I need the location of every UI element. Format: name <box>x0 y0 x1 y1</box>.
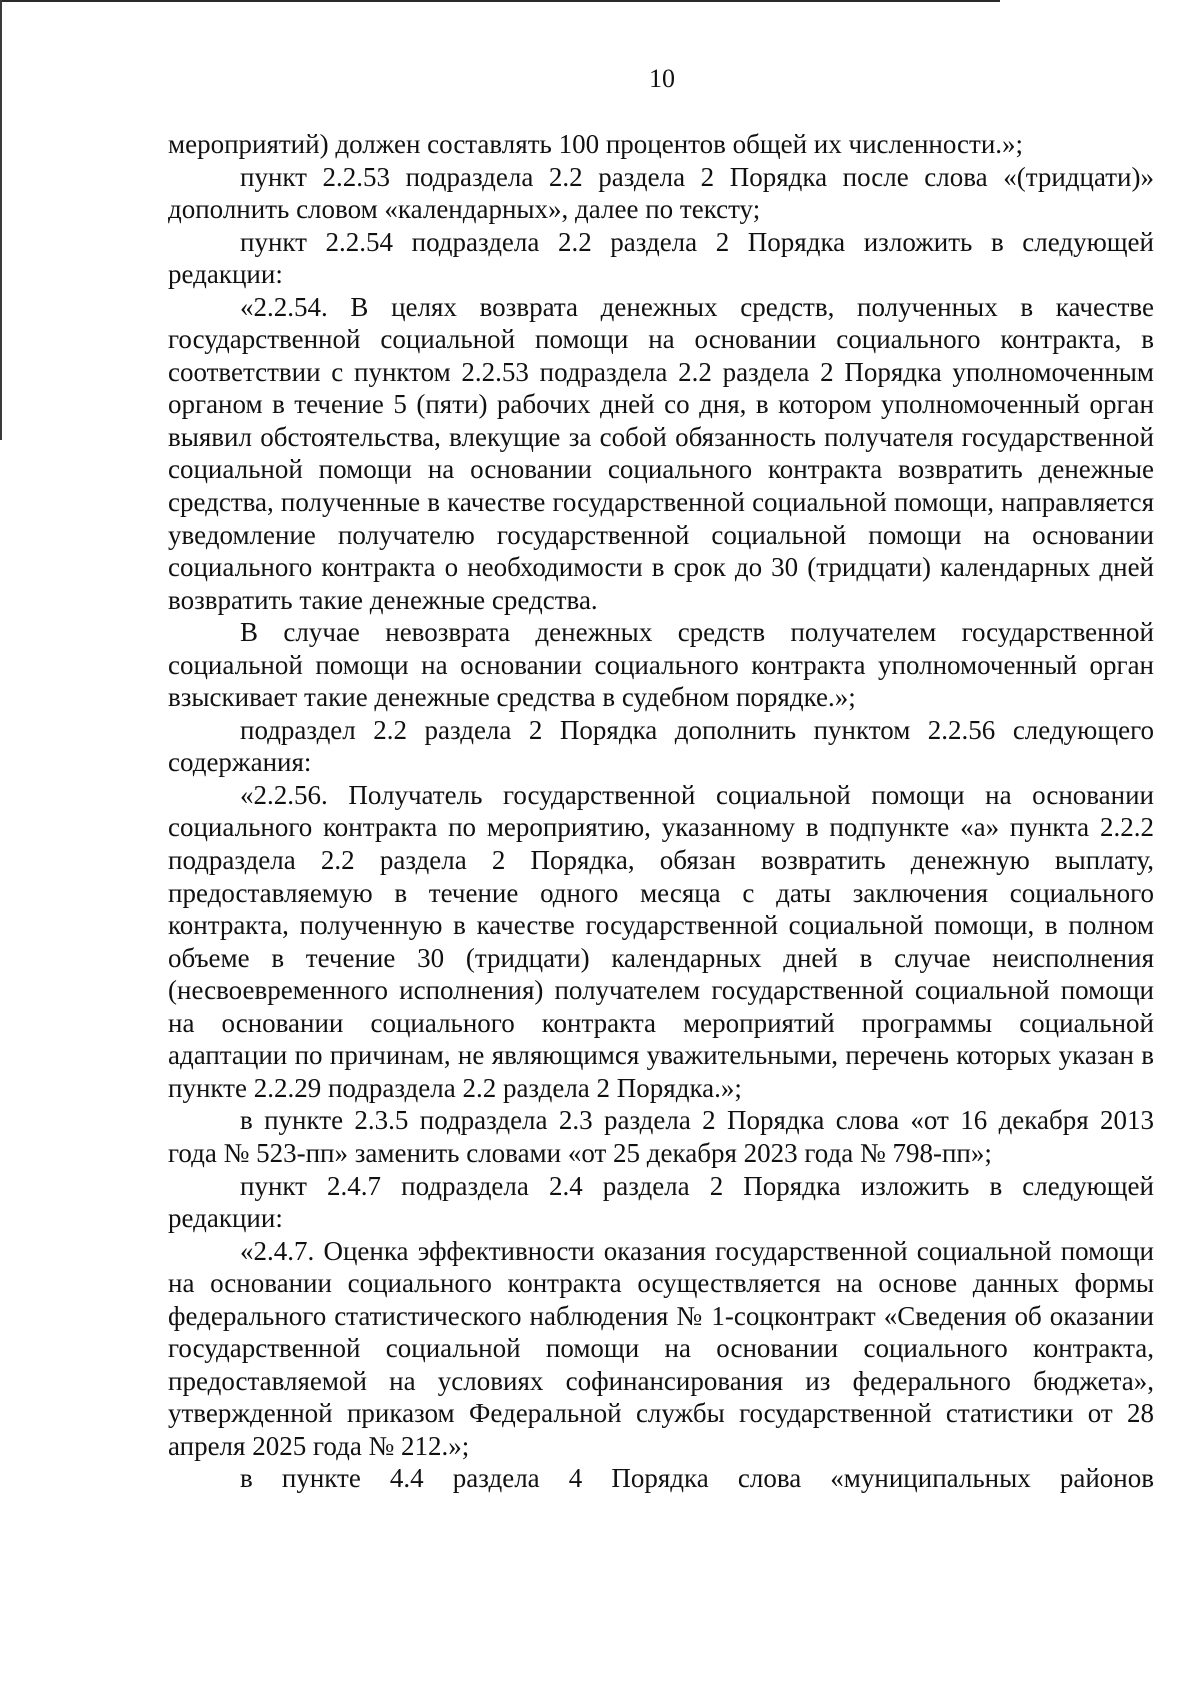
paragraph-continuation: мероприятий) должен составлять 100 процентов общей их численности.»; <box>168 129 1024 159</box>
paragraph-amendment-2-3-5: в пункте 2.3.5 подраздела 2.3 раздела 2 Порядка слова «от 16 декабря 2013 года № 523-пп» заменить словами «от 25 декабря 2023 года № 798-пп»; <box>168 1105 1154 1168</box>
paragraph-amendment-2-4-7-intro: пункт 2.4.7 подраздела 2.4 раздела 2 Порядка изложить в следующей редакции: <box>168 1170 1154 1234</box>
paragraph-clause-2-2-56: «2.2.56. Получатель государственной социальной помощи на основании социального контракта по мероприятию, указанному в подпункте «а» пункта 2.2.2 подраздела 2.2 раздела 2 Порядка, обязан возвратить денежную выплату, предоставляемую в течение одного месяца с даты заключения социального контракта, полученную в качестве государственной социальной помощи, в полном объеме в течение 30 (тридцати) календарных дней в случае неисполнения (несвоевременного исполнения) получателем государственной социальной помощи на основании социального контракта мероприятий программы социальной адаптации по причинам, не являющимся уважительными, перечень которых указан в пункте 2.2.29 подраздела 2.2 раздела 2 Порядка.»; <box>168 779 1154 1103</box>
paragraph-clause-2-2-54: «2.2.54. В целях возврата денежных средств, полученных в качестве государственной социальной помощи на основании социального контракта, в соответствии с пунктом 2.2.53 подраздела 2.2 раздела 2 Порядка уполномоченным органом в течение 5 (пяти) рабочих дней со дня, в котором уполномоченный орган выявил обстоятельства, влекущие за собой обязанность получателя государственной социальной помощи на основании социального контракта возвратить денежные средства, полученные в качестве государственной социальной помощи, направляется уведомление получателю государственной социальной помощи на основании социального контракта о необходимости в срок до 30 (тридцати) календарных дней возвратить такие денежные средства. <box>168 291 1154 615</box>
paragraph-amendment-2-2-53: пункт 2.2.53 подраздела 2.2 раздела 2 Порядка после слова «(тридцати)» дополнить словом «календарных», далее по тексту; <box>168 161 1154 225</box>
page-number: 10 <box>649 64 675 93</box>
paragraph-amendment-2-2-56-intro: подраздел 2.2 раздела 2 Порядка дополнить пунктом 2.2.56 следующего содержания: <box>168 714 1154 778</box>
scan-edge-top <box>0 0 1000 2</box>
paragraph-amendment-4-4: в пункте 4.4 раздела 4 Порядка слова «муниципальных районов <box>240 1463 1154 1494</box>
document-body <box>168 128 1154 1495</box>
paragraph-clause-2-4-7: «2.4.7. Оценка эффективности оказания государственной социальной помощи на основании социального контракта осуществляется на основе данных формы федерального статистического наблюдения № 1-соцконтракт «Сведения об оказании государственной социальной помощи на основании социального контракта, предоставляемой на условиях софинансирования из федерального бюджета», утвержденной приказом Федеральной службы государственной статистики от 28 апреля 2025 года № 212.»; <box>168 1235 1154 1461</box>
paragraph-clause-2-2-54-part-2: В случае невозврата денежных средств получателем государственной социальной помощи на основании социального контракта уполномоченный орган взыскивает такие денежные средства в судебном порядке.»; <box>168 617 1154 713</box>
paragraph-amendment-2-2-54-intro: пункт 2.2.54 подраздела 2.2 раздела 2 Порядка изложить в следующей редакции: <box>168 226 1154 290</box>
